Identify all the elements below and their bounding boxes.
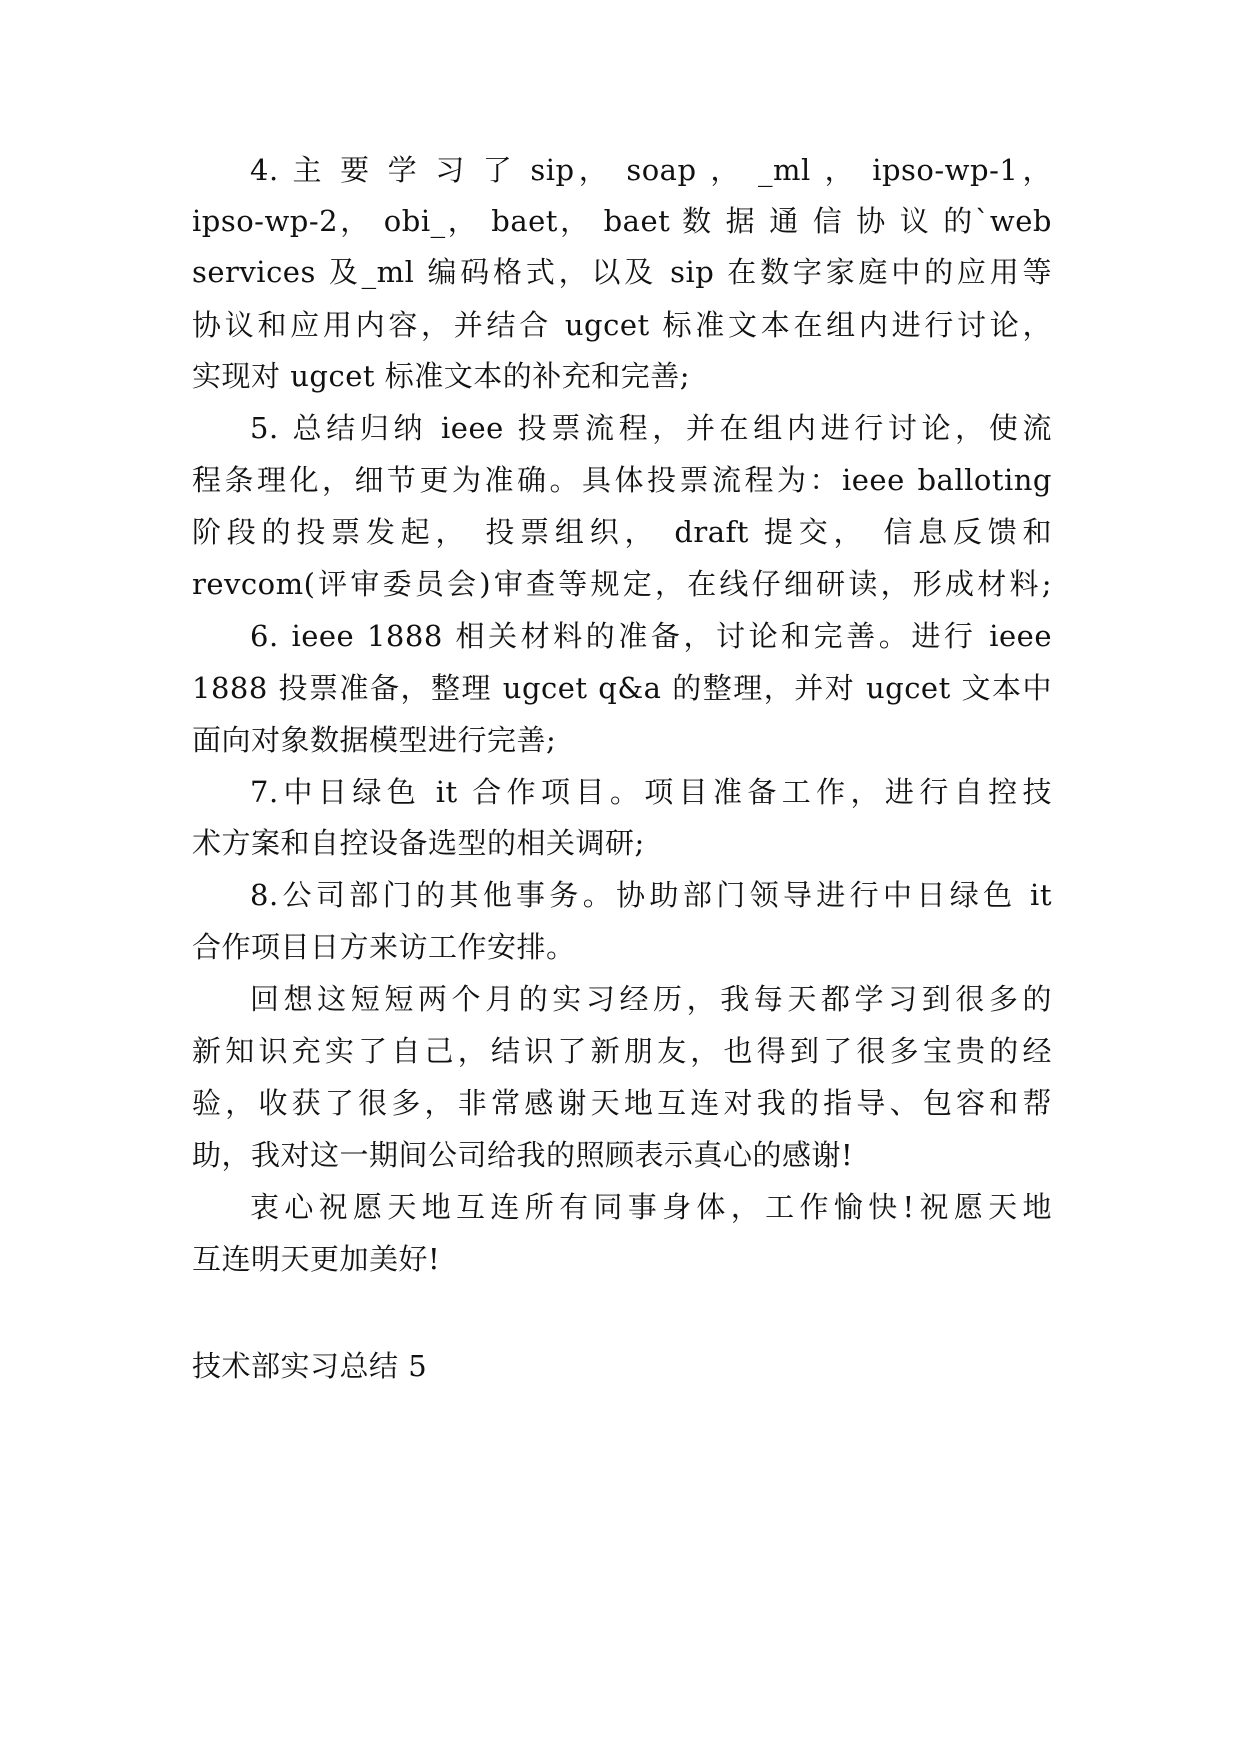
paragraph-6-line-4: 助，我对这一期间公司给我的照顾表示真心的感谢!: [192, 1138, 854, 1172]
paragraph-2-line-4: revcom(评审委员会)审查等规定，在线仔细研读，形成材料;: [192, 567, 1052, 601]
paragraph-6-line-3: 验，收获了很多，非常感谢天地互连对我的指导、包容和帮: [192, 1086, 1052, 1120]
paragraph-3-line-1: 6. ieee 1888 相关材料的准备，讨论和完善。进行 ieee: [250, 619, 1052, 653]
paragraph-7-line-1: 衷心祝愿天地互连所有同事身体，工作愉快!祝愿天地: [250, 1190, 1052, 1224]
paragraph-2-line-2: 程条理化，细节更为准确。具体投票流程为：ieee balloting: [192, 463, 1052, 497]
paragraph-4-line-1: 7.中日绿色 it 合作项目。项目准备工作，进行自控技: [250, 775, 1052, 809]
paragraph-1-line-2: ipso-wp-2， obi_， baet， baet 数 据 通 信 协 议 的`web: [192, 204, 1052, 238]
paragraph-2-line-3: 阶段的投票发起， 投票组织， draft 提交， 信息反馈和: [192, 515, 1052, 549]
paragraph-1-line-1: 4. 主 要 学 习 了 sip， soap ， _ml ， ipso-wp-1，: [250, 153, 1052, 187]
paragraph-4-line-2: 术方案和自控设备选型的相关调研;: [192, 826, 645, 860]
paragraph-7-line-2: 互连明天更加美好!: [192, 1242, 441, 1276]
section-heading: 技术部实习总结 5: [192, 1349, 428, 1383]
paragraph-2-line-1: 5. 总结归纳 ieee 投票流程，并在组内进行讨论，使流: [250, 411, 1052, 445]
paragraph-5-line-1: 8.公司部门的其他事务。协助部门领导进行中日绿色 it: [250, 878, 1052, 912]
paragraph-3-line-3: 面向对象数据模型进行完善;: [192, 723, 557, 757]
paragraph-1-line-3: services 及_ml 编码格式，以及 sip 在数字家庭中的应用等: [192, 255, 1052, 289]
paragraph-1-line-5: 实现对 ugcet 标准文本的补充和完善;: [192, 359, 691, 393]
paragraph-1-line-4: 协议和应用内容，并结合 ugcet 标准文本在组内进行讨论，: [192, 308, 1052, 342]
paragraph-3-line-2: 1888 投票准备，整理 ugcet q&a 的整理，并对 ugcet 文本中: [192, 671, 1052, 705]
paragraph-6-line-1: 回想这短短两个月的实习经历，我每天都学习到很多的: [250, 982, 1052, 1016]
paragraph-5-line-2: 合作项目日方来访工作安排。: [192, 930, 576, 964]
paragraph-6-line-2: 新知识充实了自己，结识了新朋友，也得到了很多宝贵的经: [192, 1034, 1052, 1068]
